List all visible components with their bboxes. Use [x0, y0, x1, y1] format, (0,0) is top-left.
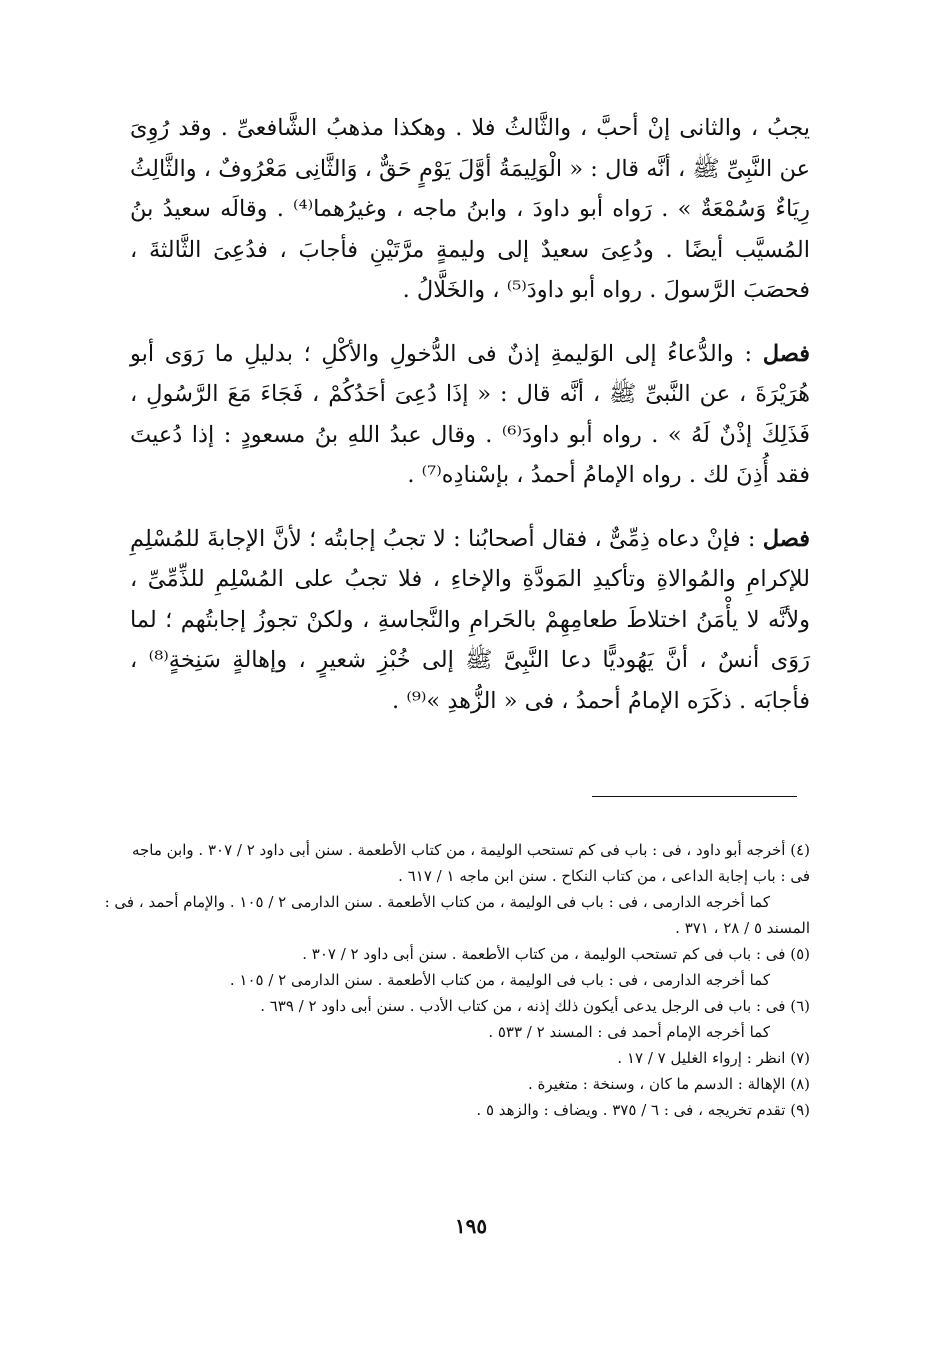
- paragraph-text: : والدُّعاءُ إلى الوَليمةِ إذنٌ فى الدُّخولِ والأكْلِ ؛ بدليلِ ما رَوَى أبو هُرَيْرَةَ ، عن النَّبىِّ ﷺ ، أنَّه قال : « إذَا دُعِىَ أحَدُكُمْ ، فَجَاءَ مَعَ الرَّسُولِ ، فَذَلِكَ إذْنٌ لَهُ » . رواه أبو داودَ⁽⁶⁾ . وقال عبدُ اللهِ بنُ مسعودٍ : إذا دُعيتَ فقد أُذِنَ لك . رواه الإمامُ أحمدُ ، بإسْنادِه⁽⁷⁾ .: [130, 340, 810, 488]
- footnote-line: فى : باب إجابة الداعى ، من كتاب النكاح . سنن ابن ماجه ١ / ٦١٧ .: [398, 867, 810, 885]
- paragraph-text: يجبُ ، والثانى إنْ أحبَّ ، والثَّالثُ فلا . وهكذا مذهبُ الشَّافعىِّ . وقد رُوِىَ عن النَّبِىِّ ﷺ ، أنَّه قال : « الْوَلِيمَةُ أوَّلَ يَوْمٍ حَقٌّ ، وَالثَّانِى مَعْرُوفٌ ، والثَّالِثُ رِيَاءٌ وَسُمْعَةٌ » . رَواه أبو داودَ ، وابنُ ماجه ، وغيرُهما⁽⁴⁾ . وقالَه سعيدُ بنُ المُسيَّب أيضًا . ودُعِىَ سعيدٌ إلى وليمةٍ مرَّتَيْنِ فأجابَ ، فدُعِىَ الثَّالثةَ ، فحصَبَ الرَّسولَ . رواه أبو داودَ⁽⁵⁾ ، والخَلَّالُ .: [130, 115, 810, 303]
- paragraph-text: : فإنْ دعاه ذِمِّىٌّ ، فقال أصحابُنا : لا تجبُ إجابتُه ؛ لأنَّ الإجابةَ للمُسْلِمِ للإكرامِ والمُوالاةِ وتأكيدِ المَودَّةِ والإخاءِ ، فلا تجبُ على المُسْلِمِ للذِّمِّىِّ ، ولأنَّه لا يأْمَنُ اختلاطَ طعامِهِمْ بالحَرامِ والنَّجاسةِ ، ولكنْ تجوزُ إجابتُهم ؛ لما رَوَى أنسٌ ، أنَّ يَهُوديًّا دعا النَّبِىَّ ﷺ إلى خُبْزِ شعيرٍ ، وإهالةٍ سَنِخةٍ⁽⁸⁾ ، فأجابَه . ذكَرَه الإمامُ أحمدُ ، فى « الزُّهدِ »⁽⁹⁾ .: [130, 525, 810, 714]
- paragraph-walima-ruling: [130, 108, 810, 311]
- footnote-line: (٩) تقدم تخريجه ، فى : ٦ / ٣٧٥ . ويضاف : والزهد ٥ .: [476, 1101, 810, 1119]
- paragraph-dhimmi-invitation: [130, 519, 810, 722]
- paragraph-invitation-permission: [130, 334, 810, 496]
- page-number: ١٩٥: [454, 1214, 488, 1238]
- footnote-line: (٧) انظر : إرواء الغليل ٧ / ١٧ .: [617, 1049, 810, 1067]
- footnote-line: (٥) فى : باب فى كم تستحب الوليمة ، من كتاب الأطعمة . سنن أبى داود ٢ / ٣٠٧ .: [302, 945, 810, 963]
- footnotes: [104, 837, 810, 1123]
- footnote-line: (٤) أخرجه أبو داود ، فى : باب فى كم تستحب الوليمة ، من كتاب الأطعمة . سنن أبى داود ٢ / ٣٠٧ . وابن ماجه: [131, 841, 810, 859]
- section-keyword: فصل: [762, 525, 810, 552]
- footnote-line: المسند ٥ / ٢٨ ، ٣٧١ .: [675, 919, 810, 937]
- main-text: [130, 108, 810, 721]
- footnote-line: (٦) فى : باب فى الرجل يدعى أيكون ذلك إذنه ، من كتاب الأدب . سنن أبى داود ٢ / ٦٣٩ .: [260, 997, 810, 1015]
- footnote-separator: [592, 796, 797, 797]
- footnote-line: (٨) الإهالة : الدسم ما كان ، وسنخة : متغيرة .: [527, 1075, 810, 1093]
- section-keyword: فصل: [762, 340, 810, 367]
- footnote-line: كما أخرجه الدارمى ، فى : باب فى الوليمة ، من كتاب الأطعمة . سنن الدارمى ٢ / ١٠٥ .: [229, 971, 770, 989]
- footnote-line: كما أخرجه الإمام أحمد فى : المسند ٢ / ٥٣٣ .: [488, 1023, 770, 1041]
- footnote-line: كما أخرجه الدارمى ، فى : باب فى الوليمة ، من كتاب الأطعمة . سنن الدارمى ٢ / ١٠٥ . والإمام أحمد ، فى :: [104, 893, 770, 911]
